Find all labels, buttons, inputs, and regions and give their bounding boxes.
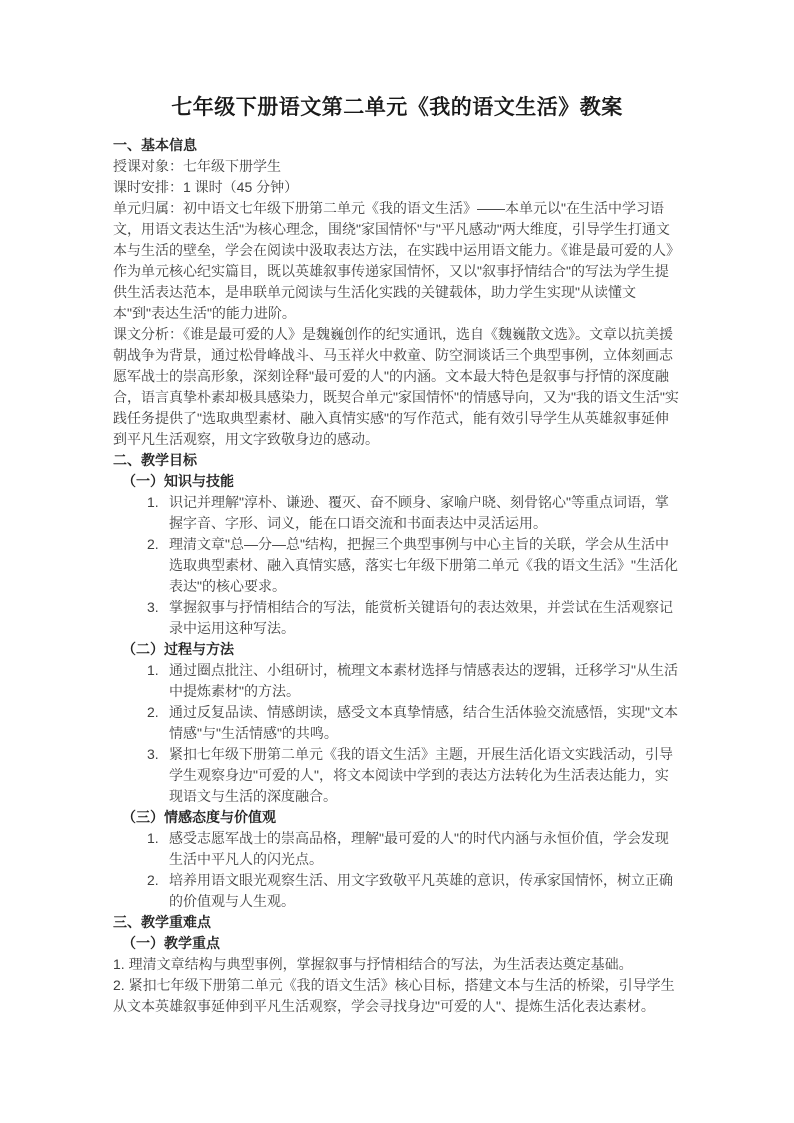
list-item (113, 870, 681, 912)
paragraph-class-schedule: 课时安排：1 课时（45 分钟） (113, 179, 299, 195)
list-item-text: 通过圈点批注、小组研讨，梳理文本素材选择与情感表达的逻辑，迁移学习"从生活中提炼素材"的方法。 (169, 662, 678, 699)
list-number: 2. (147, 536, 159, 552)
sub-heading-knowledge-skills: （一）知识与技能 (122, 473, 234, 489)
sub-heading-emotional-values: （三）情感态度与价值观 (122, 809, 276, 825)
list-item-text: 培养用语文眼光观察生活、用文字致敬平凡英雄的意识，传承家国情怀，树立正确的价值观与人生观。 (169, 872, 673, 909)
list-item (113, 828, 681, 870)
paragraph-text-analysis: 课文分析：《谁是最可爱的人》是魏巍创作的纪实通讯，选自《魏巍散文选》。文章以抗美援朝战争为背景，通过松骨峰战斗、马玉祥火中救童、防空洞谈话三个典型事例，立体刻画志愿军战士的崇高形象，深刻诠释"最可爱的人"的内涵。文本最大特色是叙事与抒情的深度融合，语言真挚朴素却极具感染力，既契合单元"家国情怀"的情感导向，又为"我的语文生活"实践任务提供了"选取典型素材、融入真情实感"的写作范式，能有效引导学生从英雄叙事延伸到平凡生活观察，用文字致敬身边的感动。 (113, 326, 679, 447)
list-item (113, 492, 681, 534)
list-number: 2. (147, 872, 159, 888)
list-number: 1. (147, 662, 159, 678)
list-number: 1. (147, 494, 159, 510)
section-heading-basic-info: 一、基本信息 (113, 137, 197, 153)
section-heading-teaching-goals: 二、教学目标 (113, 452, 197, 468)
section-heading-key-difficulties: 三、教学重难点 (113, 914, 211, 930)
list-item (113, 702, 681, 744)
list-number: 3. (147, 599, 159, 615)
document-body (113, 135, 681, 1017)
list-item-text: 紧扣七年级下册第二单元《我的语文生活》主题，开展生活化语文实践活动，引导学生观察身边"可爱的人"，将文本阅读中学到的表达方法转化为生活表达能力，实现语文与生活的深度融合。 (169, 746, 673, 804)
list-item-text: 感受志愿军战士的崇高品格，理解"最可爱的人"的时代内涵与永恒价值，学会发现生活中平凡人的闪光点。 (169, 830, 669, 867)
list-item (113, 597, 681, 639)
list-number: 1. (147, 830, 159, 846)
sub-heading-teaching-key-points: （一）教学重点 (122, 935, 220, 951)
paragraph-teaching-target: 授课对象：七年级下册学生 (113, 158, 281, 174)
list-number: 3. (147, 746, 159, 762)
list-item (113, 744, 681, 807)
list-item (113, 660, 681, 702)
list-item-text: 识记并理解"淳朴、谦逊、覆灭、奋不顾身、家喻户晓、刻骨铭心"等重点词语，掌握字音、字形、词义，能在口语交流和书面表达中灵活运用。 (169, 494, 669, 531)
list-item-text: 通过反复品读、情感朗读，感受文本真挚情感，结合生活体验交流感悟，实现"文本情感"与"生活情感"的共鸣。 (169, 704, 678, 741)
paragraph-key-point-2: 2. 紧扣七年级下册第二单元《我的语文生活》核心目标，搭建文本与生活的桥梁，引导学生从文本英雄叙事延伸到平凡生活观察，学会寻找身边"可爱的人"、提炼生活化表达素材。 (113, 977, 675, 1014)
paragraph-unit-affiliation: 单元归属：初中语文七年级下册第二单元《我的语文生活》——本单元以"在生活中学习语文，用语文表达生活"为核心理念，围绕"家国情怀"与"平凡感动"两大维度，引导学生打通文本与生活的壁垒，学会在阅读中汲取表达方法，在实践中运用语文能力。《谁是最可爱的人》作为单元核心纪实篇目，既以英雄叙事传递家国情怀，又以"叙事抒情结合"的写法为学生提供生活表达范本，是串联单元阅读与生活化实践的关键载体，助力学生实现"从读懂文本"到"表达生活"的能力进阶。 (113, 200, 680, 321)
paragraph-key-point-1: 1. 理清文章结构与典型事例，掌握叙事与抒情相结合的写法，为生活表达奠定基础。 (113, 956, 633, 972)
sub-heading-process-methods: （二）过程与方法 (122, 641, 234, 657)
document-title: 七年级下册语文第二单元《我的语文生活》教案 (171, 96, 623, 119)
list-item-text: 理清文章"总—分—总"结构，把握三个典型事例与中心主旨的关联，学会从生活中选取典型素材、融入真情实感，落实七年级下册第二单元《我的语文生活》"生活化表达"的核心要求。 (169, 536, 678, 594)
list-item (113, 534, 681, 597)
list-number: 2. (147, 704, 159, 720)
list-item-text: 掌握叙事与抒情相结合的写法，能赏析关键语句的表达效果，并尝试在生活观察记录中运用这种写法。 (169, 599, 673, 636)
